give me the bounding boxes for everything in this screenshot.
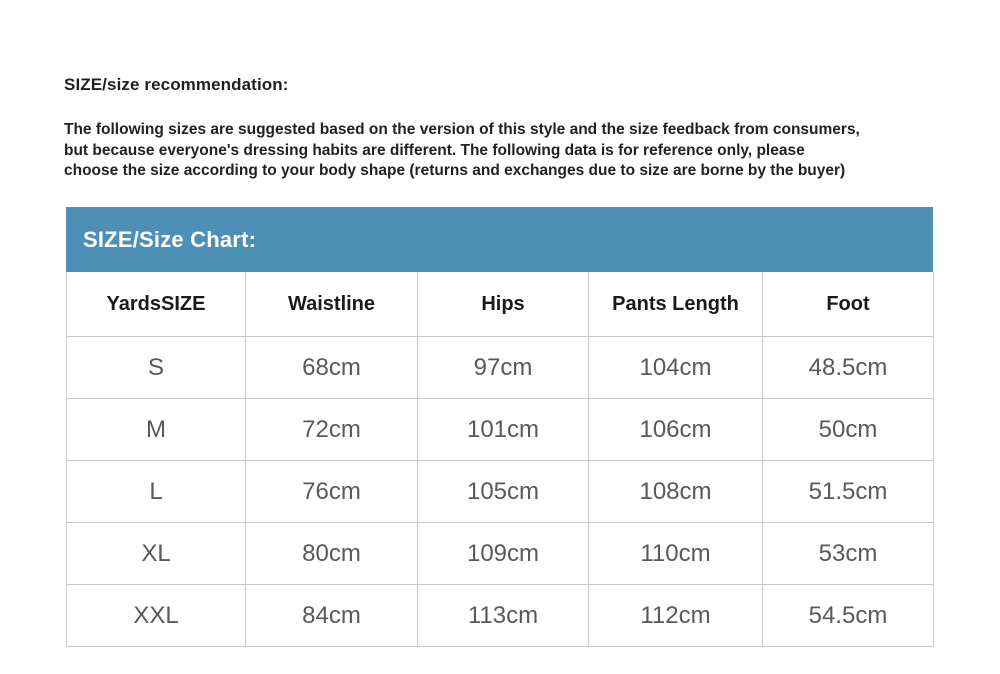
recommendation-body: [64, 120, 860, 182]
table-row: [67, 399, 934, 461]
pants-length-cell: 110cm: [589, 523, 763, 585]
recommendation-body-line: The following sizes are suggested based on the version of this style and the size feedback from consumers,: [64, 121, 860, 138]
recommendation-body-line: choose the size according to your body shape (returns and exchanges due to size are borne by the buyer): [64, 162, 846, 179]
pants-length-cell: 106cm: [589, 399, 763, 461]
pants-length-cell: 108cm: [589, 461, 763, 523]
table-row: [67, 523, 934, 585]
hips-cell: 113cm: [418, 585, 589, 647]
pants-length-cell: 112cm: [589, 585, 763, 647]
recommendation-title: SIZE/size recommendation:: [64, 75, 289, 94]
column-header-foot: Foot: [763, 272, 934, 337]
waistline-cell: 72cm: [246, 399, 418, 461]
column-header-waistline: Waistline: [246, 272, 418, 337]
foot-cell: 54.5cm: [763, 585, 934, 647]
waistline-cell: 84cm: [246, 585, 418, 647]
size-cell: L: [67, 461, 246, 523]
foot-cell: 48.5cm: [763, 337, 934, 399]
waistline-cell: 68cm: [246, 337, 418, 399]
size-cell: M: [67, 399, 246, 461]
waistline-cell: 76cm: [246, 461, 418, 523]
hips-cell: 101cm: [418, 399, 589, 461]
size-chart-header-label: SIZE/Size Chart:: [83, 226, 257, 252]
recommendation-body-line: but because everyone's dressing habits are different. The following data is for reference only, please: [64, 141, 805, 159]
size-cell: XL: [67, 523, 246, 585]
hips-cell: 109cm: [418, 523, 589, 585]
size-cell: S: [67, 337, 246, 399]
hips-cell: 105cm: [418, 461, 589, 523]
hips-cell: 97cm: [418, 337, 589, 399]
column-header-size: YardsSIZE: [67, 272, 246, 337]
table-header-row: [67, 272, 934, 337]
size-chart-header-bar: [66, 207, 933, 272]
table-row: [67, 337, 934, 399]
pants-length-cell: 104cm: [589, 337, 763, 399]
table-row: [67, 585, 934, 647]
column-header-hips: Hips: [418, 272, 589, 337]
foot-cell: 53cm: [763, 523, 934, 585]
waistline-cell: 80cm: [246, 523, 418, 585]
foot-cell: 50cm: [763, 399, 934, 461]
size-cell: XXL: [67, 585, 246, 647]
table-row: [67, 461, 934, 523]
size-table: [66, 272, 934, 647]
column-header-pants-length: Pants Length: [589, 272, 763, 337]
foot-cell: 51.5cm: [763, 461, 934, 523]
